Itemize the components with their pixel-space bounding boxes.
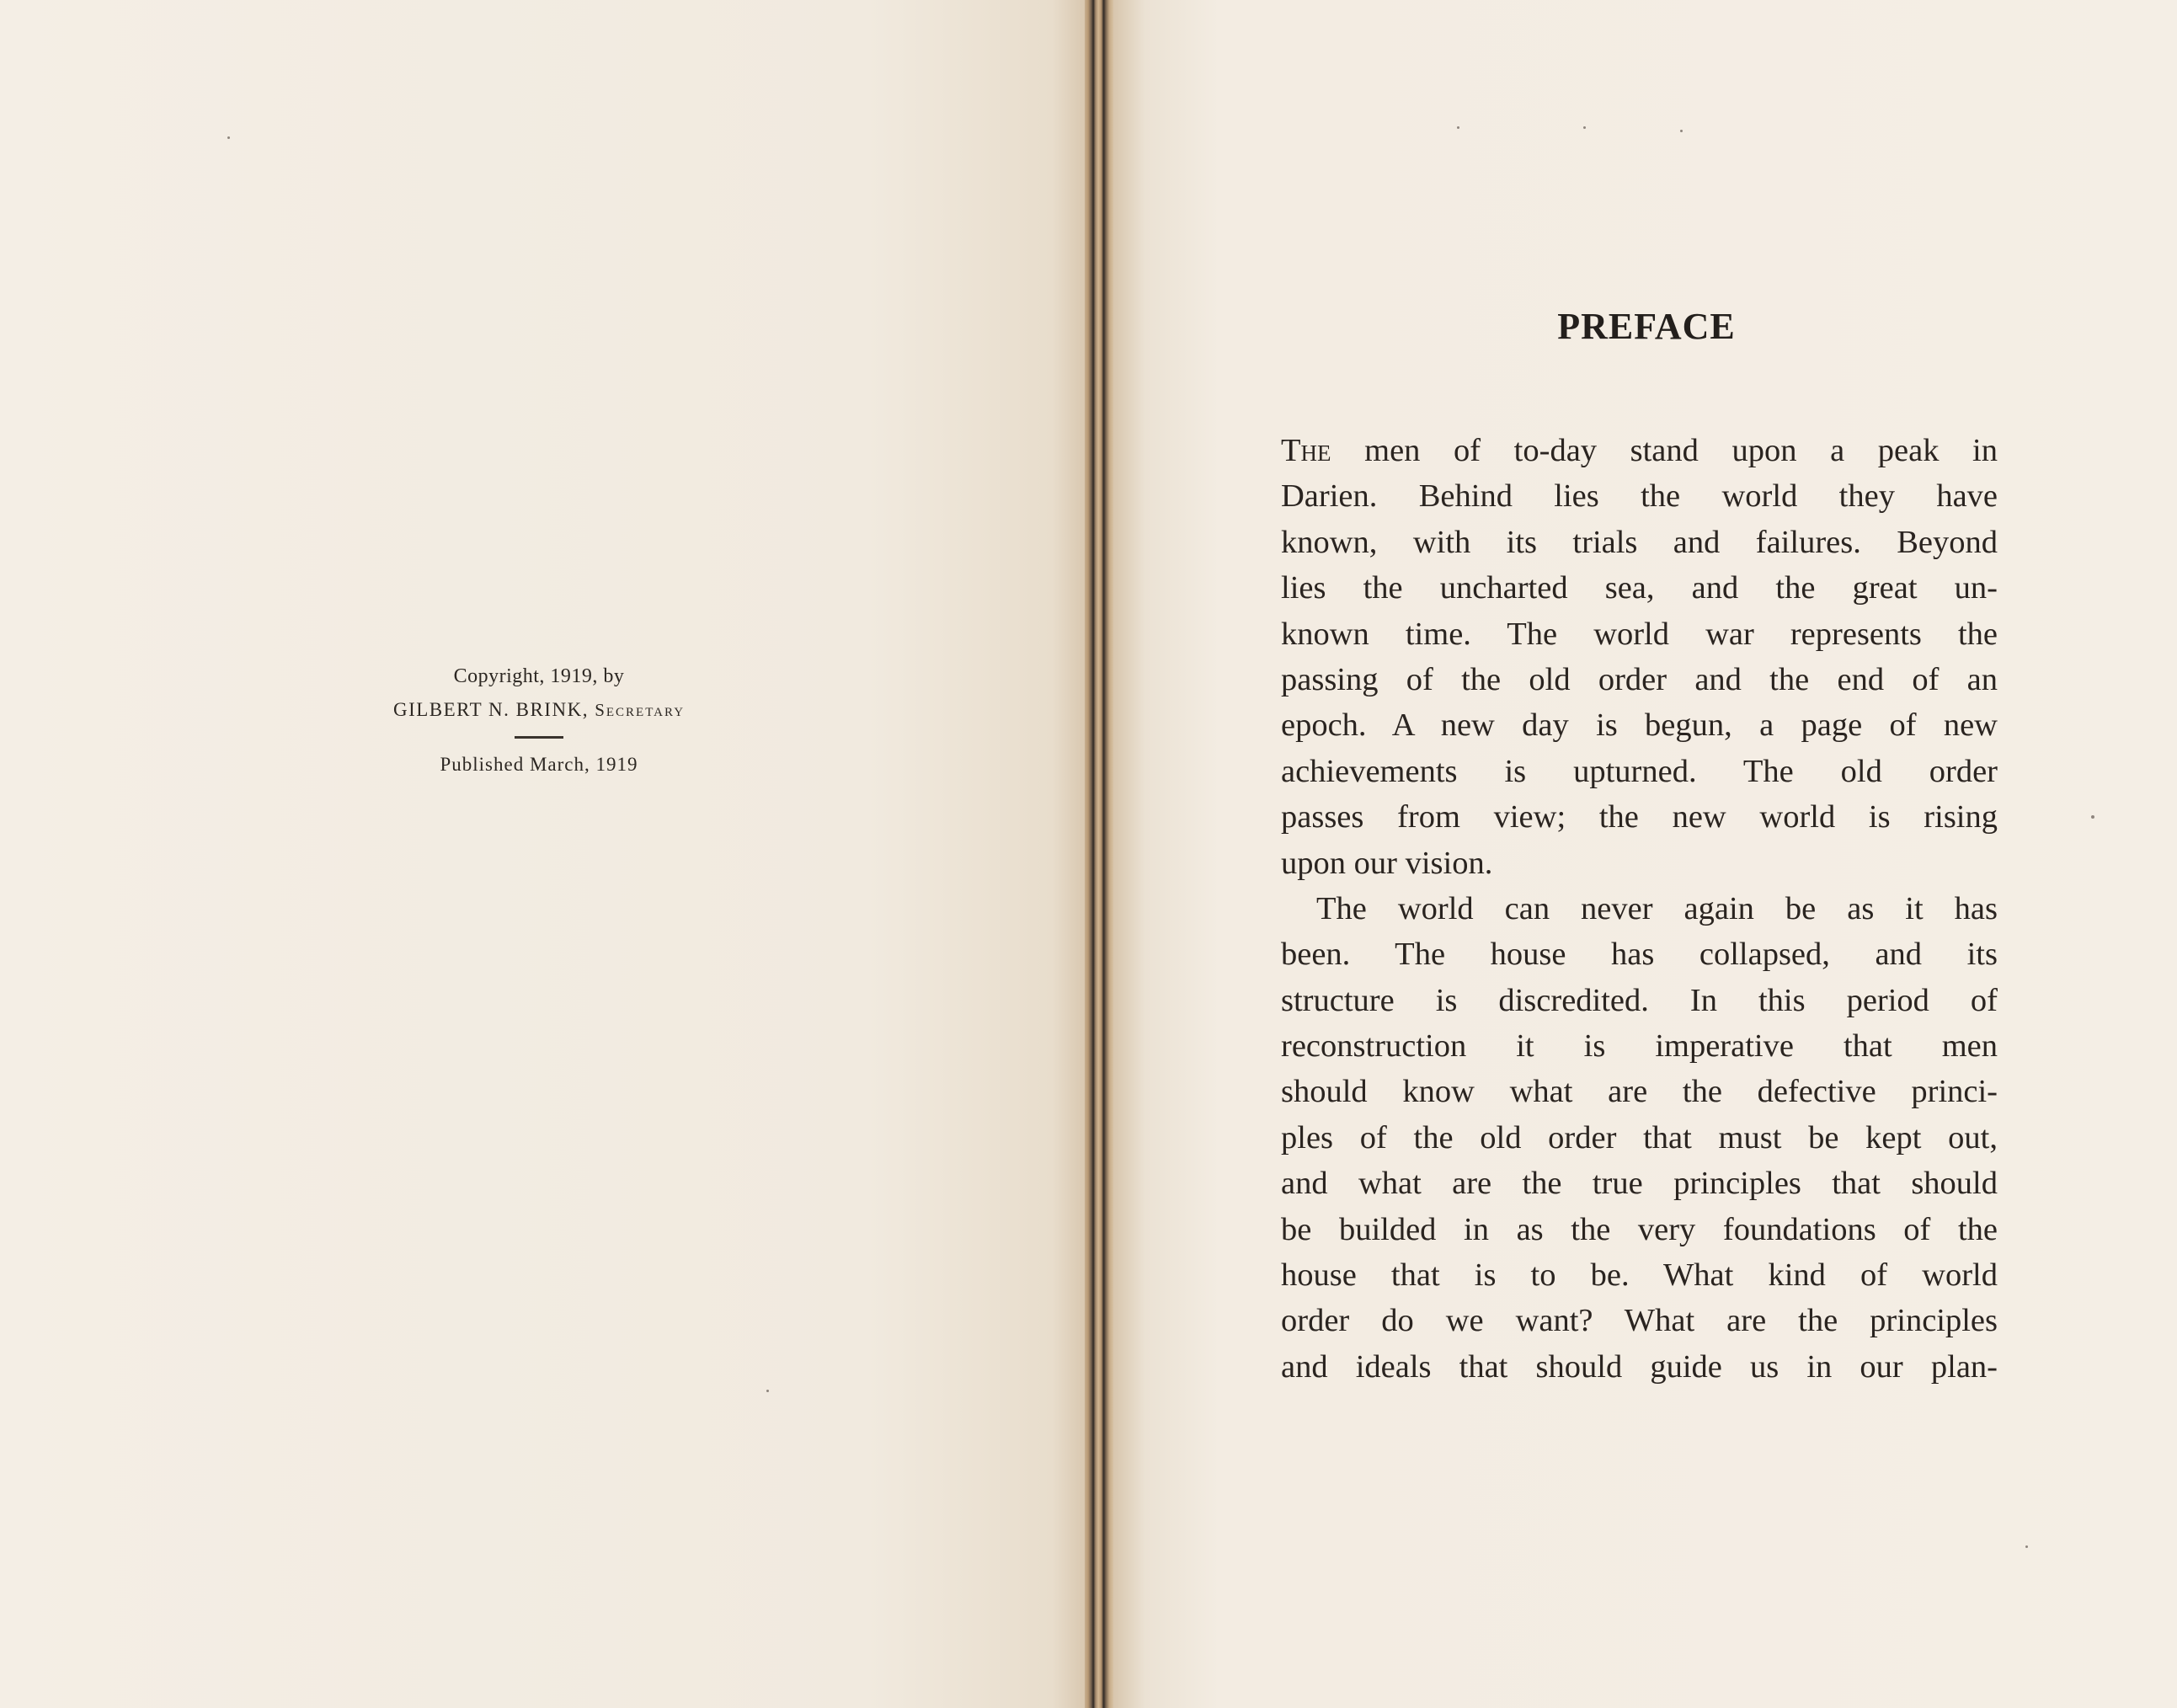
paragraph-line: lies the uncharted sea, and the great un- [1281, 570, 1998, 606]
paragraph-line: passing of the old order and the end of an [1281, 661, 1998, 697]
paragraph-2 [1281, 886, 1998, 1390]
paragraph-line: and what are the true principles that should [1281, 1166, 1998, 1202]
paragraph-line: reconstruction it is imperative that men [1281, 1028, 1998, 1065]
owner-role: Secretary [595, 700, 686, 720]
paragraph-line: achievements is upturned. The old order [1281, 753, 1998, 789]
paragraph-line: Darien. Behind lies the world they have [1281, 478, 1998, 515]
paper-speck [2091, 815, 2094, 819]
paragraph-line: The world can never again be as it has [1316, 890, 1998, 926]
paper-speck [227, 136, 230, 139]
paragraph-1 [1281, 428, 1998, 886]
paragraph-line: been. The house has collapsed, and its [1281, 937, 1998, 973]
left-page [0, 0, 1085, 1708]
paragraph-line: and ideals that should guide us in our plan- [1281, 1348, 1998, 1385]
preface-body [1281, 428, 1998, 1390]
preface-title: PREFACE [1557, 306, 1736, 347]
paragraph-line: known time. The world war represents the [1281, 616, 1998, 652]
published-line: Published March, 1919 [440, 754, 638, 775]
copyright-block [320, 662, 758, 777]
paragraph-line: known, with its trials and failures. Beyond [1281, 524, 1998, 560]
paper-speck [1583, 126, 1586, 129]
book-gutter [1085, 0, 1113, 1708]
paragraph-line: The men of to-day stand upon a peak in [1281, 433, 1998, 468]
paragraph-line: passes from view; the new world is rising [1281, 799, 1998, 835]
lead-word: The [1281, 433, 1331, 468]
paragraph-line: order do we want? What are the principles [1281, 1303, 1998, 1339]
owner-name: GILBERT N. BRINK, [392, 699, 589, 720]
paragraph-line: house that is to be. What kind of world [1281, 1257, 1998, 1294]
paragraph-line: epoch. A new day is begun, a page of new [1281, 707, 1998, 744]
paragraph-line: ples of the old order that must be kept out, [1281, 1119, 1998, 1156]
paragraph-line: be builded in as the very foundations of the [1281, 1211, 1998, 1247]
paragraph-line: should know what are the defective princi- [1281, 1074, 1998, 1110]
divider-rule [515, 736, 563, 739]
paper-speck [766, 1390, 769, 1392]
paper-speck [1680, 130, 1683, 132]
paper-speck [2025, 1545, 2028, 1548]
paragraph-line: structure is discredited. In this period of [1281, 982, 1998, 1018]
paper-speck [1457, 126, 1459, 129]
copyright-owner [320, 696, 758, 724]
copyright-line: Copyright, 1919, by [453, 665, 625, 687]
paragraph-line: upon our vision. [1281, 845, 1493, 881]
